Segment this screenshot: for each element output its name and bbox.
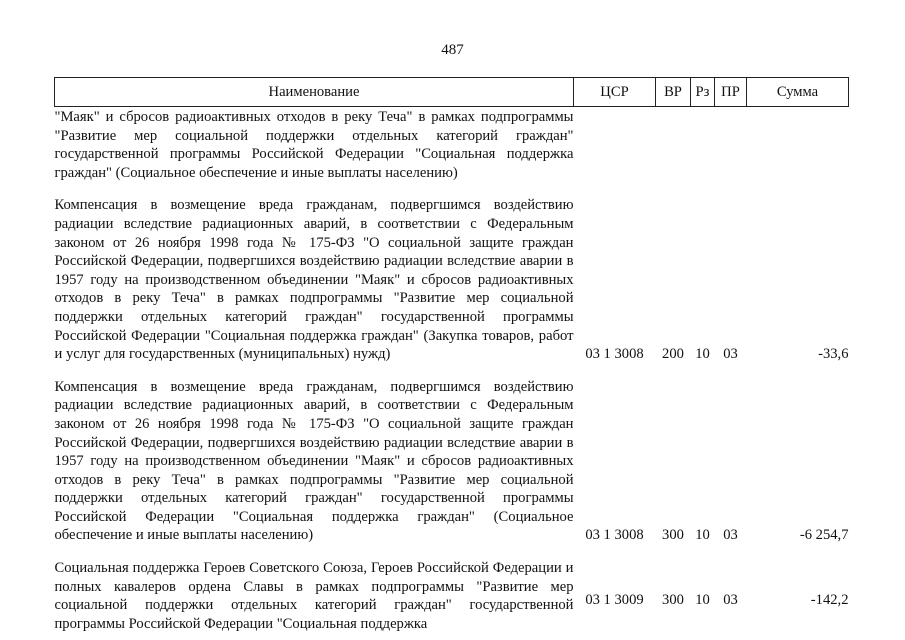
row-pr: 03 <box>723 527 738 544</box>
table-header-row <box>55 78 849 107</box>
row-name: Компенсация в возмещение вреда гражданам, подвергшимся воздействию радиации вследствие радиационных аварий, в соответствии с Федеральным законом от 26 ноября 1998 года № 175-ФЗ "О социальной защите граждан Российской Федерации, подвергшихся воздействию радиации вследствие аварии в 1957 году на производственном объединении "Маяк" и сбросов радиоактивных отходов в реку Теча" в рамках подпрограммы "Развитие мер социальной поддержки отдельных категорий граждан" государственной программы Российской Федерации "Социальная поддержка граждан" (Социальное обеспечение и иные выплаты населению) <box>54 378 574 544</box>
row-sum <box>747 107 849 183</box>
row-name: "Маяк" и сбросов радиоактивных отходов в реку Теча" в рамках подпрограммы "Развитие мер социальной поддержки отдельных категорий граждан" государственной программы Российской Федерации "Социальная поддержка граждан" (Социальное обеспечение и иные выплаты населению) <box>54 109 574 181</box>
row-csr: 03 1 3008 <box>585 527 644 544</box>
row-sum: -142,2 <box>810 592 849 609</box>
header-sum: Сумма <box>747 78 849 107</box>
header-csr: ЦСР <box>574 78 656 107</box>
row-name: Социальная поддержка Героев Советского Союза, Героев Российской Федерации и полных кавалеров ордена Славы в рамках подпрограммы "Развитие мер социальной поддержки отдельных категорий граждан" государственной программы Российской Федерации "Социальная поддержка <box>54 560 574 632</box>
header-vr: ВР <box>656 78 691 107</box>
row-rz: 10 <box>695 346 710 363</box>
row-csr: 03 1 3008 <box>585 346 644 363</box>
row-vr: 200 <box>662 346 684 363</box>
row-pr: 03 <box>723 592 738 609</box>
row-sum: -33,6 <box>818 346 849 363</box>
table-row <box>55 182 849 363</box>
row-vr: 300 <box>662 527 684 544</box>
budget-table <box>54 77 849 633</box>
row-rz <box>691 107 715 183</box>
row-vr: 300 <box>662 592 684 609</box>
row-rz: 10 <box>695 527 710 544</box>
page-number: 487 <box>441 42 464 58</box>
header-pr: ПР <box>715 78 747 107</box>
row-vr <box>656 107 691 183</box>
row-pr: 03 <box>723 346 738 363</box>
table-row <box>55 107 849 183</box>
table-row <box>55 545 849 633</box>
row-sum: -6 254,7 <box>799 527 849 544</box>
row-rz: 10 <box>695 592 710 609</box>
header-rz: Рз <box>691 78 715 107</box>
row-name: Компенсация в возмещение вреда гражданам, подвергшимся воздействию радиации вследствие радиационных аварий, в соответствии с Федеральным законом от 26 ноября 1998 года № 175-ФЗ "О социальной защите граждан Российской Федерации, подвергшихся воздействию радиации вследствие аварии в 1957 году на производственном объединении "Маяк" и сбросов радиоактивных отходов в реку Теча" в рамках подпрограммы "Развитие мер социальной поддержки отдельных категорий граждан" государственной программы Российской Федерации "Социальная поддержка граждан" (Закупка товаров, работ и услуг для государственных (муниципальных) нужд) <box>54 197 574 363</box>
header-name: Наименование <box>55 78 574 107</box>
row-csr <box>574 107 656 183</box>
row-csr: 03 1 3009 <box>585 592 644 609</box>
row-pr <box>715 107 747 183</box>
table-row <box>55 364 849 545</box>
